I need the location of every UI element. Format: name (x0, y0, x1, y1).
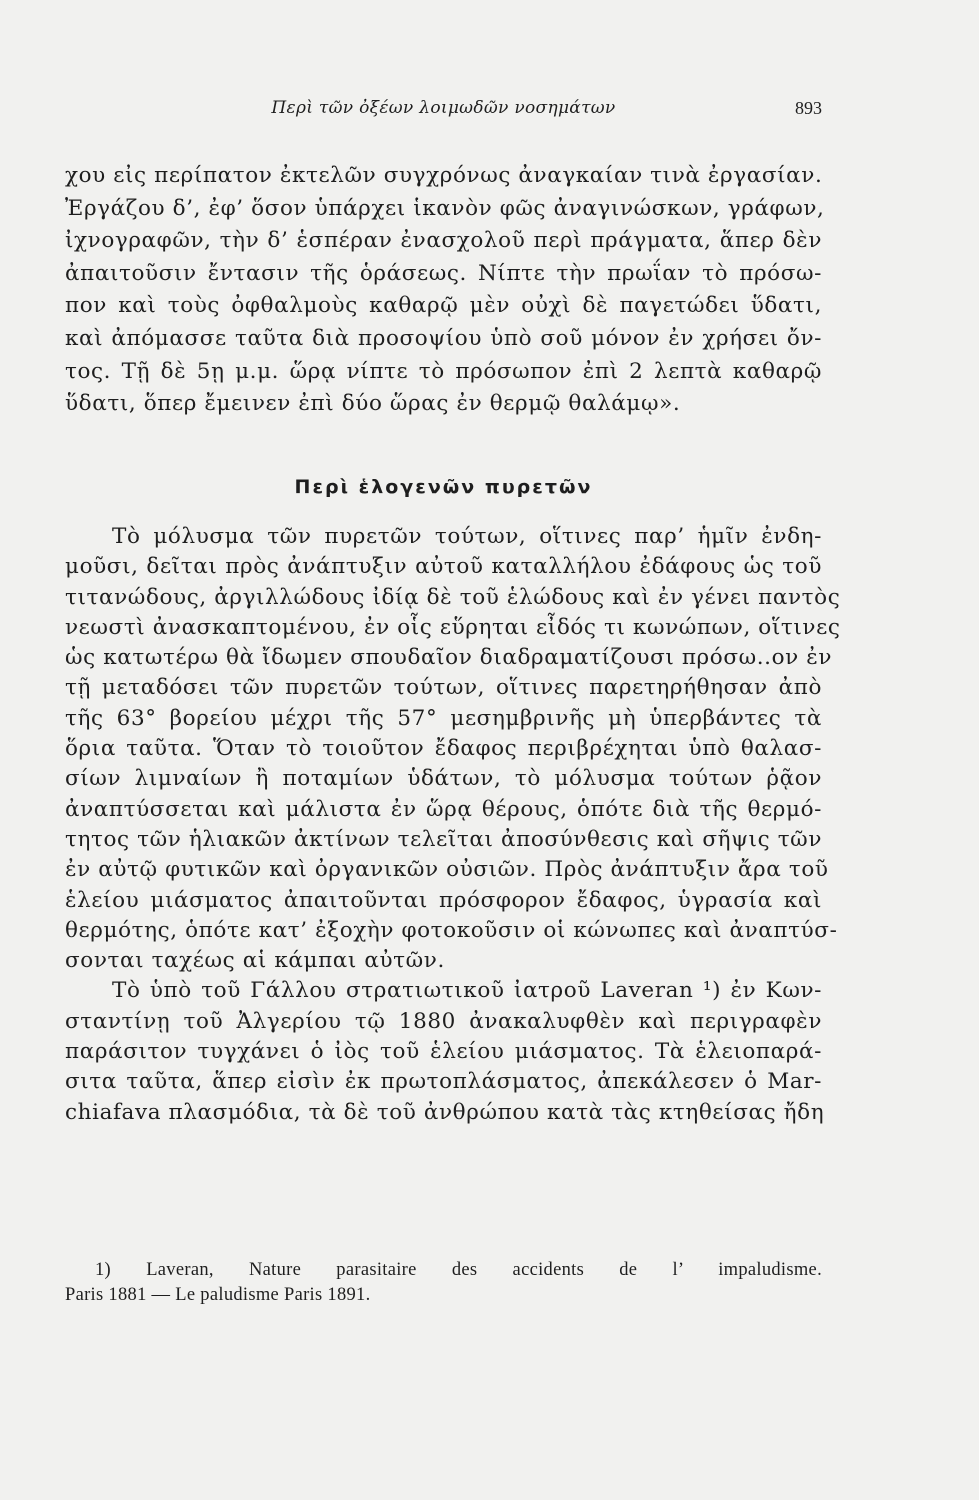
text-line: παράσιτον τυγχάνει ὁ ἰὸς τοῦ ἑλείου μιάσματος. Τὰ ἑλειοπαρά- (65, 1039, 822, 1065)
section-heading: Περὶ ἑλογενῶν πυρετῶν (294, 476, 593, 498)
running-title: Περὶ τῶν ὀξέων λοιμωδῶν νοσημάτων (271, 98, 616, 118)
footnote-line: 1) Laveran, Nature parasitaire des accidents de l’ impaludisme. (95, 1260, 822, 1280)
text-line: ἐν αὐτῷ φυτικῶν καὶ ὀργανικῶν οὐσιῶν. Πρὸς ἀνάπτυξιν ἄρα τοῦ (65, 857, 829, 883)
text-line: τῆς 63° βορείου μέχρι τῆς 57° μεσημβρινῆς μὴ ὑπερβάντες τὰ (65, 705, 822, 731)
section-body (65, 522, 841, 1128)
footnote (65, 1258, 822, 1308)
text-line: chiafava πλασμόδια, τὰ δὲ τοῦ ἀνθρώπου κατὰ τὰς κτηθείσας ἤδη (65, 1099, 825, 1125)
text-line: τῇ μεταδόσει τῶν πυρετῶν τούτων, οἵτινες παρετηρήθησαν ἀπὸ (65, 675, 822, 701)
text-line: Τὸ ὑπὸ τοῦ Γάλλου στρατιωτικοῦ ἰατροῦ Laveran ¹) ἐν Κων- (112, 978, 822, 1004)
text-line: πον καὶ τοὺς ὀφθαλμοὺς καθαρῷ μὲν οὐχὶ δὲ παγετώδει ὕδατι, (65, 293, 822, 319)
text-line: σονται ταχέως αἱ κάμπαι αὐτῶν. (65, 948, 445, 974)
text-line: χου εἰς περίπατον ἐκτελῶν συγχρόνως ἀναγκαίαν τινὰ ἐργασίαν. (65, 163, 823, 188)
text-line: νεωστὶ ἀνασκαπτομένου, ἐν οἷς εὕρηται εἶδός τι κωνώπων, οἵτινες (65, 614, 841, 640)
text-line: ὕδατι, ὅπερ ἔμεινεν ἐπὶ δύο ὥρας ἐν θερμῷ θαλάμῳ». (65, 391, 681, 417)
text-line: τος. Τῇ δὲ 5ῃ μ.μ. ὥρᾳ νίπτε τὸ πρόσωπον ἐπὶ 2 λεπτὰ καθαρῷ (65, 358, 822, 384)
opening-paragraph (65, 160, 825, 421)
text-line: ὅρια ταῦτα. Ὅταν τὸ τοιοῦτον ἔδαφος περιβρέχηται ὑπὸ θαλασ- (65, 736, 822, 762)
text-line: ὡς κατωτέρω θὰ ἴδωμεν σπουδαῖον διαδραματίζουσι πρόσω..ον ἐν (65, 645, 833, 671)
text-line: τητος τῶν ἡλιακῶν ἀκτίνων τελεῖται ἀποσύνθεσις καὶ σῆψις τῶν (65, 826, 822, 852)
page-number: 893 (795, 98, 822, 118)
text-line: ἀπαιτοῦσιν ἔντασιν τῆς ὁράσεως. Νίπτε τὴν πρωΐαν τὸ πρόσω- (65, 260, 822, 286)
text-line: σίων λιμναίων ἢ ποταμίων ὑδάτων, τὸ μόλυσμα τούτων ῥᾷον (65, 766, 822, 792)
text-line: Τὸ μόλυσμα τῶν πυρετῶν τούτων, οἵτινες παρ’ ἡμῖν ἐνδη- (112, 524, 822, 549)
text-line: καὶ ἀπόμασσε ταῦτα διὰ προσοψίου ὑπὸ σοῦ μόνον ἐν χρήσει ὄν- (65, 325, 822, 351)
text-line: σιτα ταῦτα, ἅπερ εἰσὶν ἐκ πρωτοπλάσματος, ἀπεκάλεσεν ὁ Mar- (65, 1069, 822, 1095)
text-line: τιτανώδους, ἀργιλλώδους ἰδίᾳ δὲ τοῦ ἑλώδους καὶ ἐν γένει παντὸς (65, 584, 841, 610)
text-line: Ἐργάζου δ’, ἐφ’ ὅσον ὑπάρχει ἱκανὸν φῶς ἀναγινώσκων, γράφων, (65, 195, 825, 221)
paragraph (65, 522, 841, 976)
footnote-line: Paris 1881 — Le paludisme Paris 1891. (65, 1285, 371, 1305)
text-line: ἀναπτύσσεται καὶ μάλιστα ἐν ὥρᾳ θέρους, ὁπότε διὰ τῆς θερμό- (65, 796, 822, 822)
text-line: σταντίνῃ τοῦ Ἀλγερίου τῷ 1880 ἀνακαλυφθὲν καὶ περιγραφὲν (65, 1008, 822, 1034)
text-line: ἰχνογραφῶν, τὴν δ’ ἑσπέραν ἐνασχολοῦ περὶ πράγματα, ἅπερ δὲν (65, 228, 822, 254)
paragraph (65, 976, 825, 1127)
text-line: μοῦσι, δεῖται πρὸς ἀνάπτυξιν αὐτοῦ καταλλήλου ἐδάφους ὡς τοῦ (65, 554, 822, 580)
running-header (65, 98, 822, 126)
text-line: ἑλείου μιάσματος ἀπαιτοῦνται πρόσφορον ἔδαφος, ὑγρασία καὶ (65, 887, 822, 913)
text-line: θερμότης, ὁπότε κατ’ ἐξοχὴν φοτοκοῦσιν οἱ κώνωπες καὶ ἀναπτύσ- (65, 917, 838, 943)
